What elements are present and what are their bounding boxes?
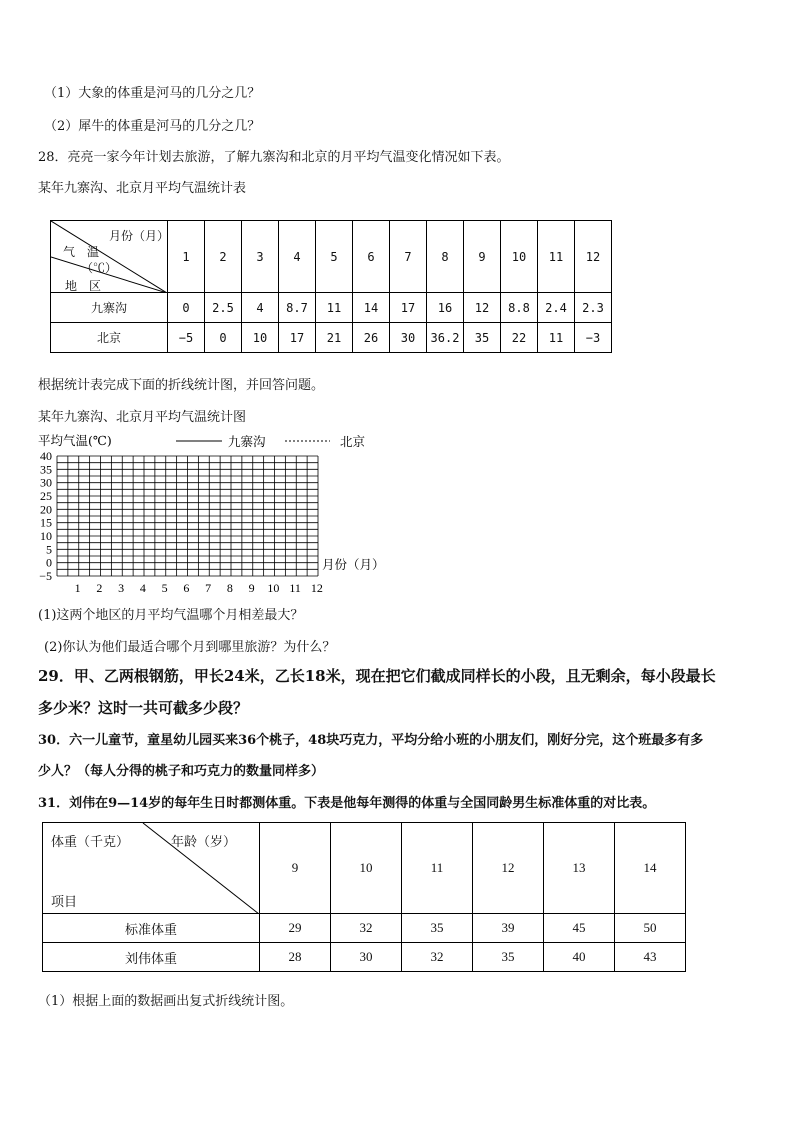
y-axis-label: 平均气温(℃) (38, 433, 112, 448)
table1-title: 某年九寨沟、北京月平均气温统计表 (38, 181, 247, 196)
x-tick-label: 1 (74, 581, 81, 595)
x-tick-label: 10 (267, 581, 280, 595)
value-cell: 43 (615, 943, 686, 972)
y-tick-label: 40 (40, 449, 52, 463)
month-cell: 8 (427, 221, 464, 293)
question-28-1: (1)这两个地区的月平均气温哪个月相差最大？ (38, 608, 304, 623)
header-item: 项目 (51, 894, 78, 909)
value-cell: 40 (544, 943, 615, 972)
month-cell: 9 (464, 221, 501, 293)
value-cell: 50 (615, 914, 686, 943)
question-29-line1: 29．甲、乙两根钢筋，甲长24米，乙长18米，现在把它们截成同样长的小段，且无剩余，每小段最长 (38, 667, 716, 685)
x-tick-label: 7 (205, 581, 212, 595)
legend-beijing: 北京 (340, 434, 366, 449)
value-cell: 17 (390, 293, 427, 323)
value-cell: −3 (575, 323, 612, 353)
value-cell: 12 (464, 293, 501, 323)
question-28-2: (2)你认为他们最适合哪个月到哪里旅游？为什么？ (44, 640, 336, 655)
month-cell: 4 (279, 221, 316, 293)
weight-table (42, 822, 686, 972)
question-31: 31．刘伟在9—14岁的每年生日时都测体重。下表是他每年测得的体重与全国同龄男生标准体重的对比表。 (38, 796, 656, 811)
question-2: （2）犀牛的体重是河马的几分之几？ (44, 119, 261, 134)
month-cell: 12 (575, 221, 612, 293)
value-cell: 30 (390, 323, 427, 353)
item-cell: 刘伟体重 (43, 943, 260, 972)
y-tick-label: −5 (39, 569, 52, 583)
region-cell: 北京 (51, 323, 168, 353)
value-cell: 35 (473, 943, 544, 972)
value-cell: −5 (168, 323, 205, 353)
value-cell: 36.2 (427, 323, 464, 353)
month-cell: 3 (242, 221, 279, 293)
question-31-1: （1）根据上面的数据画出复式折线统计图。 (38, 994, 294, 1009)
value-cell: 35 (464, 323, 501, 353)
legend-jiuzhaigou: 九寨沟 (228, 434, 266, 449)
y-tick-label: 0 (46, 555, 52, 570)
temperature-table (50, 220, 612, 353)
value-cell: 0 (168, 293, 205, 323)
question-28: 28．亮亮一家今年计划去旅游，了解九寨沟和北京的月平均气温变化情况如下表。 (38, 150, 510, 165)
value-cell: 30 (331, 943, 402, 972)
value-cell: 21 (316, 323, 353, 353)
header-age: 年龄（岁） (171, 834, 237, 849)
value-cell: 2.5 (205, 293, 242, 323)
age-cell: 12 (473, 823, 544, 914)
value-cell: 35 (402, 914, 473, 943)
value-cell: 10 (242, 323, 279, 353)
header-unit: （℃） (81, 261, 118, 275)
item-cell: 标准体重 (43, 914, 260, 943)
table1-diagonal-header (51, 221, 168, 293)
table-row (43, 914, 686, 943)
x-tick-label: 11 (289, 581, 301, 595)
y-tick-labels (39, 449, 52, 583)
x-tick-label: 12 (310, 581, 323, 595)
y-tick-label: 25 (40, 489, 52, 503)
value-cell: 17 (279, 323, 316, 353)
table2-diagonal-header (43, 823, 260, 914)
header-month: 月份（月） (109, 229, 170, 243)
y-tick-label: 5 (46, 542, 52, 557)
question-29-line2: 多少米？这时一共可截多少段？ (38, 699, 249, 717)
y-tick-label: 30 (40, 475, 52, 490)
month-cell: 7 (390, 221, 427, 293)
month-cell: 1 (168, 221, 205, 293)
value-cell: 29 (260, 914, 331, 943)
y-tick-label: 35 (40, 462, 52, 477)
table-row (51, 323, 612, 353)
age-cell: 14 (615, 823, 686, 914)
header-weight: 体重（千克） (51, 834, 130, 849)
month-cell: 2 (205, 221, 242, 293)
value-cell: 28 (260, 943, 331, 972)
x-axis-label: 月份（月） (322, 557, 385, 572)
value-cell: 39 (473, 914, 544, 943)
value-cell: 45 (544, 914, 615, 943)
value-cell: 22 (501, 323, 538, 353)
value-cell: 32 (331, 914, 402, 943)
value-cell: 14 (353, 293, 390, 323)
x-tick-label: 9 (248, 581, 255, 595)
month-cell: 11 (538, 221, 575, 293)
x-tick-label: 4 (139, 581, 146, 595)
question-1: （1）大象的体重是河马的几分之几？ (44, 86, 261, 101)
value-cell: 8.7 (279, 293, 316, 323)
x-tick-label: 8 (226, 581, 233, 595)
age-cell: 11 (402, 823, 473, 914)
value-cell: 4 (242, 293, 279, 323)
value-cell: 11 (316, 293, 353, 323)
y-tick-label: 20 (40, 502, 52, 517)
value-cell: 11 (538, 323, 575, 353)
x-tick-labels (75, 581, 323, 595)
y-tick-label: 15 (40, 515, 52, 530)
question-30-line1: 30．六一儿童节，童星幼儿园买来36个桃子，48块巧克力，平均分给小班的小朋友们，刚好分完，这个班最多有多 (38, 733, 704, 748)
month-cell: 6 (353, 221, 390, 293)
x-tick-label: 2 (96, 581, 103, 595)
age-cell: 13 (544, 823, 615, 914)
age-cell: 9 (260, 823, 331, 914)
header-region: 地 区 (65, 279, 102, 293)
header-temp: 气 温 (63, 245, 100, 259)
value-cell: 2.3 (575, 293, 612, 323)
value-cell: 26 (353, 323, 390, 353)
month-cell: 5 (316, 221, 353, 293)
x-tick-label: 5 (161, 581, 168, 595)
value-cell: 16 (427, 293, 464, 323)
x-tick-label: 3 (118, 581, 125, 595)
age-cell: 10 (331, 823, 402, 914)
value-cell: 2.4 (538, 293, 575, 323)
table-row (51, 293, 612, 323)
chart-grid (57, 456, 318, 576)
region-cell: 九寨沟 (51, 293, 168, 323)
x-tick-label: 6 (183, 581, 190, 595)
question-30-line2: 少人？（每人分得的桃子和巧克力的数量同样多） (38, 764, 325, 779)
value-cell: 32 (402, 943, 473, 972)
chart-title: 某年九寨沟、北京月平均气温统计图 (38, 410, 247, 425)
month-cell: 10 (501, 221, 538, 293)
value-cell: 0 (205, 323, 242, 353)
y-tick-label: 10 (40, 529, 52, 543)
value-cell: 8.8 (501, 293, 538, 323)
table-row (43, 943, 686, 972)
instruction: 根据统计表完成下面的折线统计图，并回答问题。 (38, 378, 325, 393)
temperature-line-chart (0, 430, 794, 600)
